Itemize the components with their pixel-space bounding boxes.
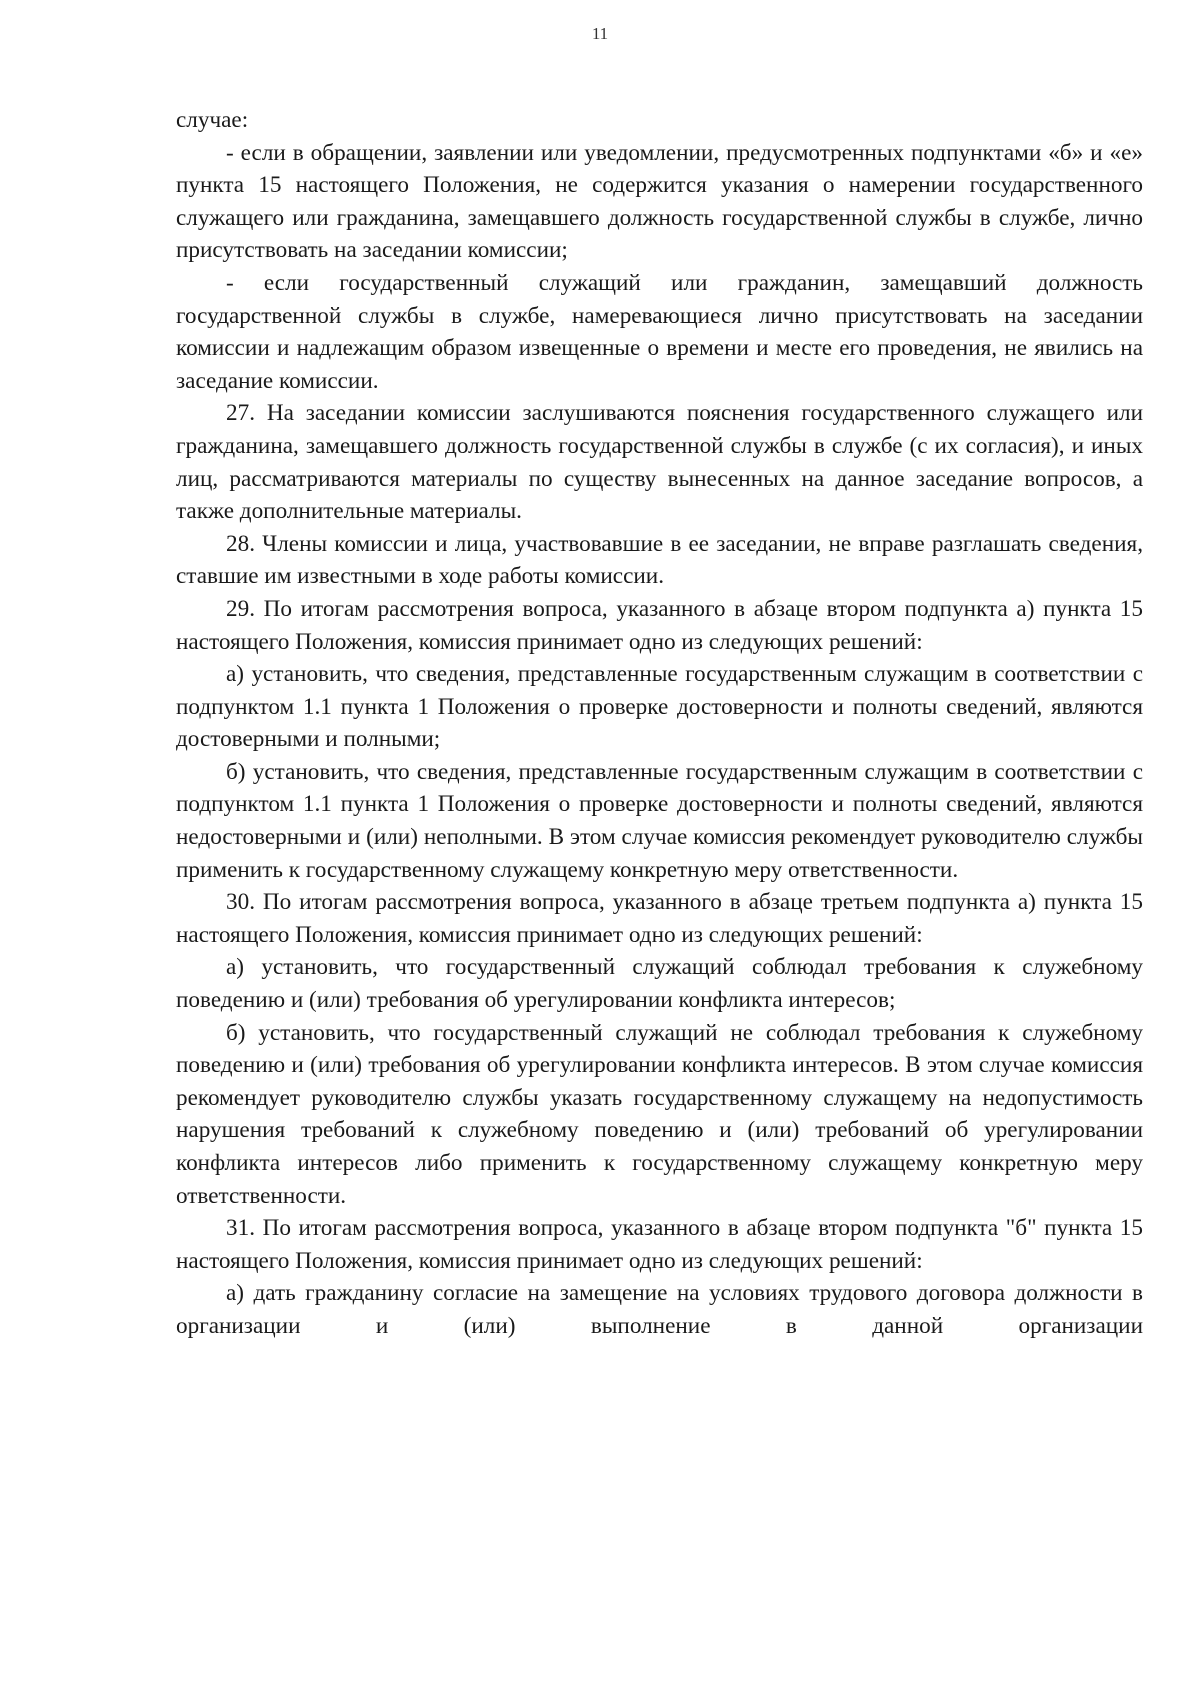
paragraph-clause-29-a: а) установить, что сведения, представленные государственным служащим в соответствии с подпунктом 1.1 пункта 1 Положения о проверке достоверности и полноты сведений, являются достоверными и полными; bbox=[176, 661, 1143, 753]
page-number: 11 bbox=[591, 24, 609, 43]
paragraph-clause-29-b: б) установить, что сведения, представленные государственным служащим в соответствии с подпунктом 1.1 пункта 1 Положения о проверке достоверности и полноты сведений, являются недостоверными и (или) неполными. В этом случае комиссия рекомендует руководителю службы применить к государственному служащему конкретную меру ответственности. bbox=[176, 758, 1143, 883]
paragraph-clause-27: 27. На заседании комиссии заслушиваются пояснения государственного служащего или гражданина, замещавшего должность государственной службы в службе (с их согласия), и иных лиц, рассматриваются материалы по существу вынесенных на данное заседание вопросов, а также дополнительные материалы. bbox=[176, 400, 1143, 525]
paragraph-clause-28: 28. Члены комиссии и лица, участвовавшие в ее заседании, не вправе разглашать сведения, ставшие им известными в ходе работы комиссии. bbox=[176, 530, 1143, 590]
paragraph-clause-31-a: а) дать гражданину согласие на замещение на условиях трудового договора должности в организации и (или) выполнение в данной организации bbox=[176, 1280, 1143, 1339]
paragraph-clause-30-b: б) установить, что государственный служащий не соблюдал требования к служебному поведению и (или) требования об урегулировании конфликта интересов. В этом случае комиссия рекомендует руководителю службы указать государственному служащему на недопустимость нарушения требований к служебному поведению и (или) требований об урегулировании конфликта интересов либо применить к государственному служащему конкретную меру ответственности. bbox=[176, 1019, 1143, 1209]
paragraph-clause-30-a: а) установить, что государственный служащий соблюдал требования к служебному поведению и (или) требования об урегулировании конфликта интересов; bbox=[176, 954, 1143, 1014]
document-body bbox=[176, 104, 1143, 1343]
paragraph-continuation: случае: bbox=[176, 107, 249, 133]
paragraph-dash-item-1: - если в обращении, заявлении или уведомлении, предусмотренных подпунктами «б» и «е» пункта 15 настоящего Положения, не содержится указания о намерении государственного служащего или гражданина, замещавшего должность государственной службы в службе, лично присутствовать на заседании комиссии; bbox=[176, 139, 1143, 264]
paragraph-dash-item-2: - если государственный служащий или гражданин, замещавший должность государственной службы в службе, намеревающиеся лично присутствовать на заседании комиссии и надлежащим образом извещенные о времени и месте его проведения, не явились на заседание комиссии. bbox=[176, 269, 1143, 394]
paragraph-clause-30: 30. По итогам рассмотрения вопроса, указанного в абзаце третьем подпункта а) пункта 15 настоящего Положения, комиссия принимает одно из следующих решений: bbox=[176, 889, 1143, 948]
paragraph-clause-31: 31. По итогам рассмотрения вопроса, указанного в абзаце втором подпункта "б" пункта 15 настоящего Положения, комиссия принимает одно из следующих решений: bbox=[176, 1215, 1143, 1274]
paragraph-clause-29: 29. По итогам рассмотрения вопроса, указанного в абзаце втором подпункта а) пункта 15 настоящего Положения, комиссия принимает одно из следующих решений: bbox=[176, 595, 1143, 655]
